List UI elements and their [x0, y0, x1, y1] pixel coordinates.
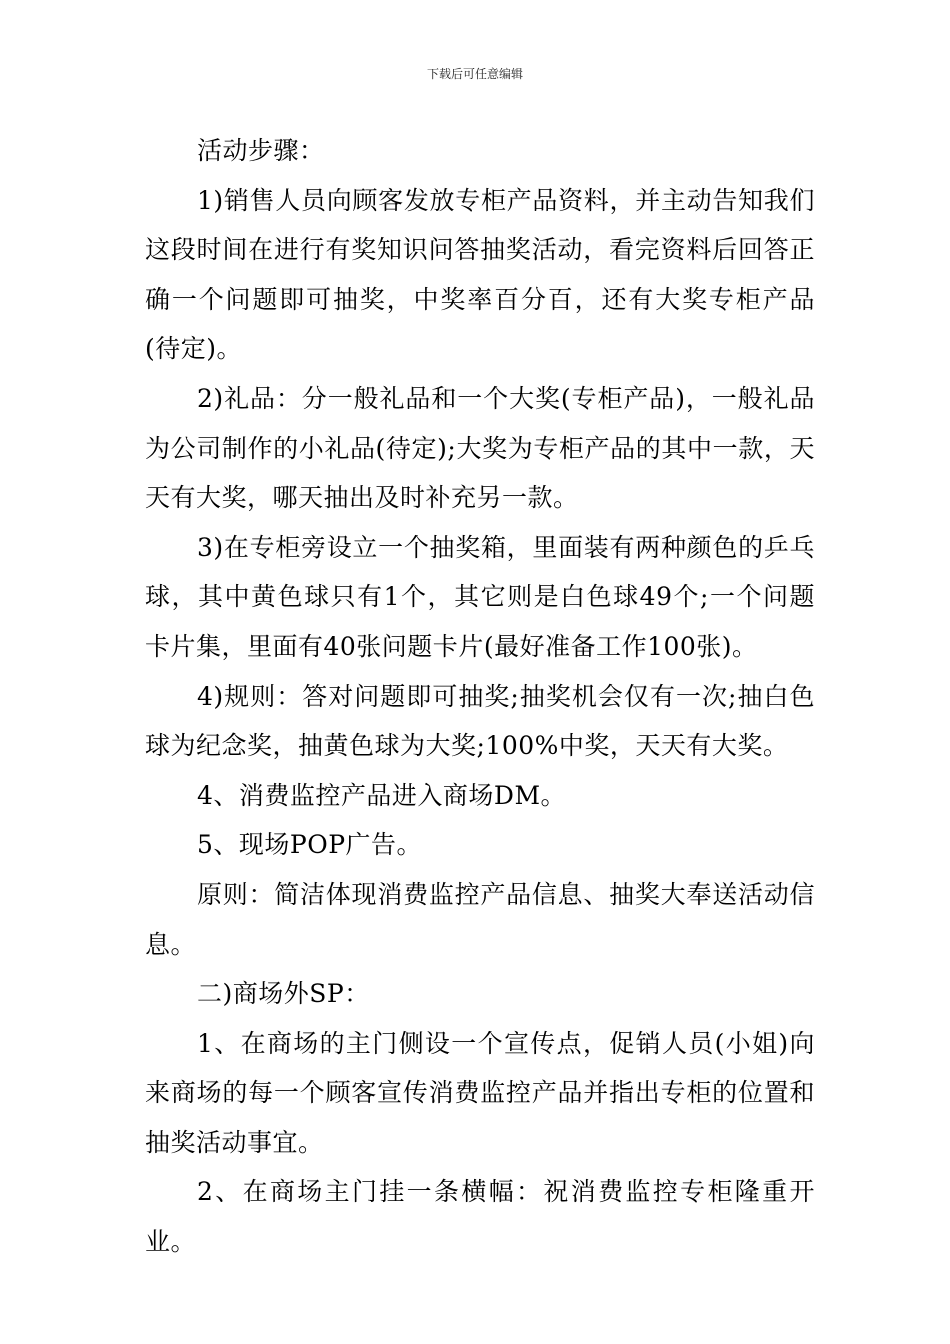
page-header-note: 下载后可任意编辑: [426, 67, 523, 81]
paragraph-section-outside-sp: 二)商场外SP：: [197, 979, 370, 1009]
paragraph-item-5-pop: 5、现场POP广告。: [197, 830, 423, 860]
paragraph-outside-item-2: 2、在商场主门挂一条横幅：祝消费监控专柜隆重开业。: [145, 1177, 815, 1257]
paragraph-item-4-dm: 4、消费监控产品进入商场DM。: [197, 780, 567, 810]
paragraph-step-3-lottery-box: 3)在专柜旁设立一个抽奖箱，里面装有两种颜色的乒乓球，其中黄色球只有1个，其它则是白色球49个;一个问题卡片集，里面有40张问题卡片(最好准备工作100张)。: [145, 532, 815, 661]
document-body: [145, 126, 815, 1267]
paragraph-step-4-rules: 4)规则：答对问题即可抽奖;抽奖机会仅有一次;抽白色球为纪念奖，抽黄色球为大奖;100%中奖，天天有大奖。: [145, 681, 815, 761]
paragraph-activity-steps: 活动步骤：: [197, 136, 325, 165]
paragraph-outside-item-1: 1、在商场的主门侧设一个宣传点，促销人员(小姐)向来商场的每一个顾客宣传消费监控产品并指出专柜的位置和抽奖活动事宜。: [145, 1028, 815, 1157]
paragraph-principle: 原则：简洁体现消费监控产品信息、抽奖大奉送活动信息。: [145, 879, 815, 959]
paragraph-step-1: 1)销售人员向顾客发放专柜产品资料，并主动告知我们这段时间在进行有奖知识问答抽奖活动，看完资料后回答正确一个问题即可抽奖，中奖率百分百，还有大奖专柜产品(待定)。: [145, 185, 815, 364]
paragraph-step-2-gifts: 2)礼品：分一般礼品和一个大奖(专柜产品)，一般礼品为公司制作的小礼品(待定);大奖为专柜产品的其中一款，天天有大奖，哪天抽出及时补充另一款。: [145, 383, 815, 513]
